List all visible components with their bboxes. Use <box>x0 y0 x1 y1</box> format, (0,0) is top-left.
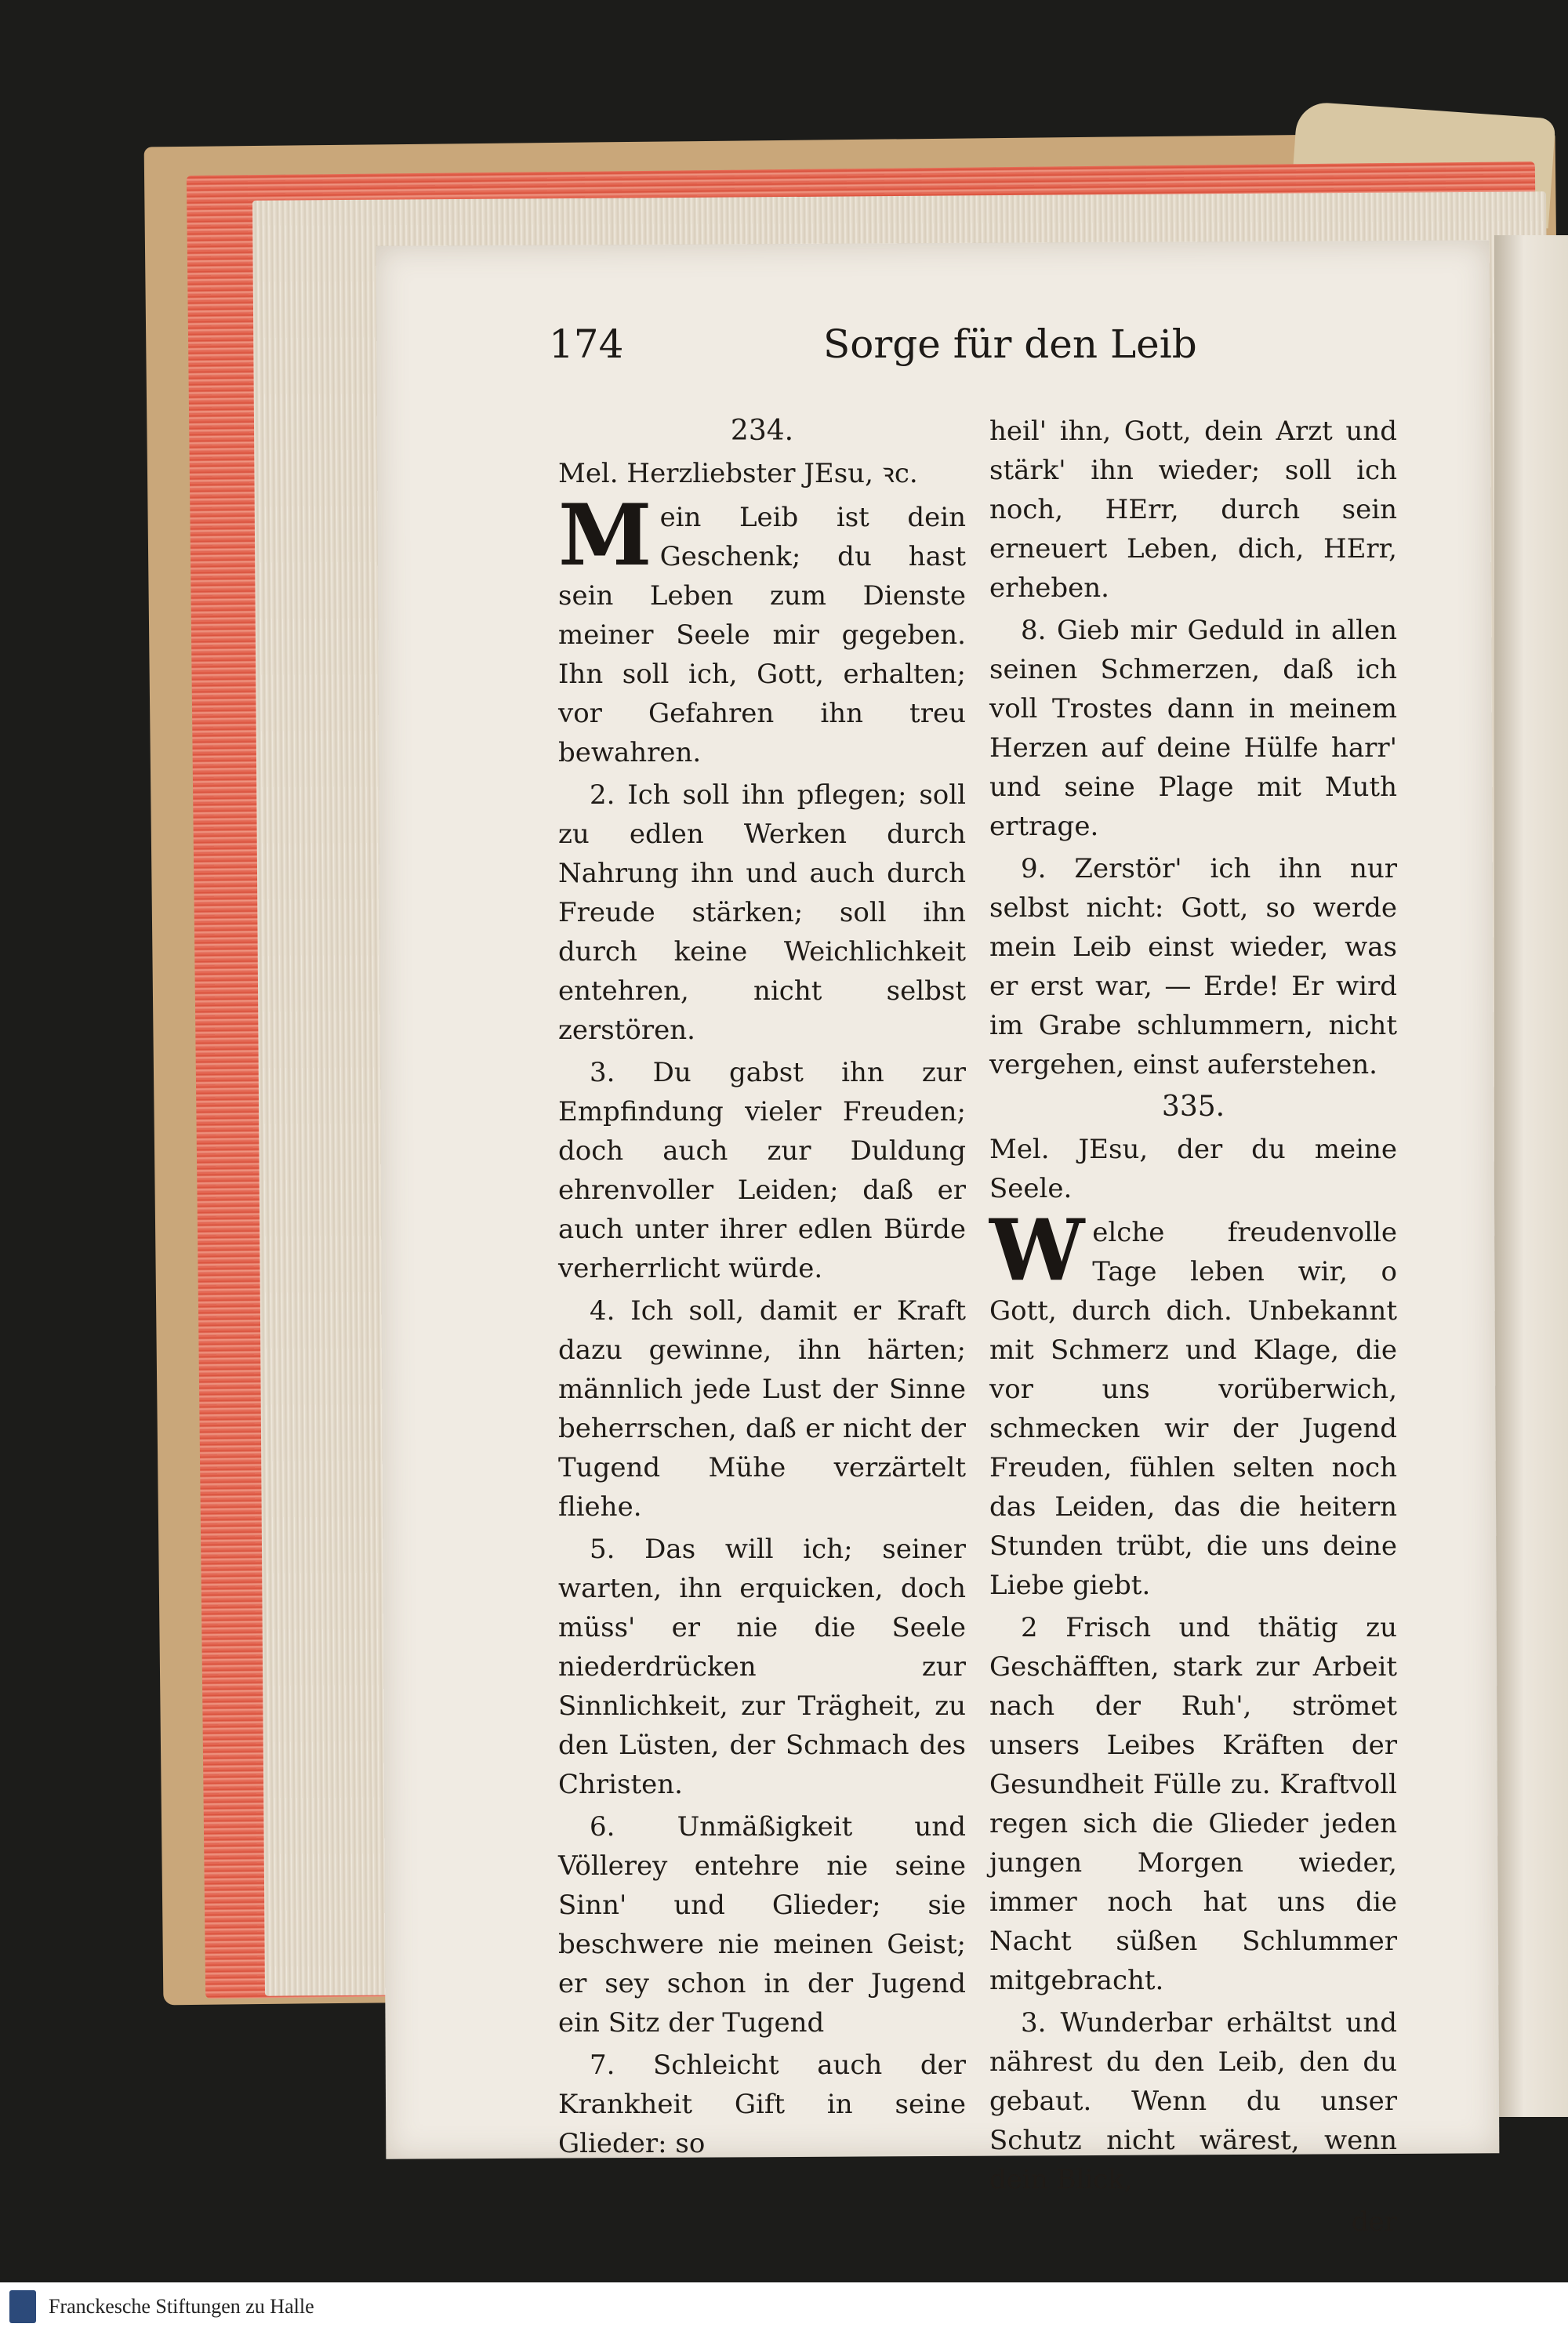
verse-9: 9. Zerstör' ich ihn nur selbst nicht: Gott, so werde mein Leib einst wieder, was er erst war, — Erde! Er wird im Grabe schlummern, nicht vergehen, einst auferstehen. <box>989 853 1397 1080</box>
verse-6: 6. Unmäßigkeit und Völlerey entehre nie seine Sinn' und Glieder; sie beschwere nie meinen Geist; er sey schon in der Jugend ein Sitz der Tugend <box>558 1811 966 2039</box>
verse-8: 8. Gieb mir Geduld in allen seinen Schmerzen, daß ich voll Trostes dann in meinem Herzen auf deine Hülfe harr' und seine Plage mit Muth ertrage. <box>989 615 1397 842</box>
running-title: Sorge für den Leib <box>823 321 1197 367</box>
verse-2: 2 Frisch und thätig zu Geschäfften, stark zur Arbeit nach der Ruh', strömet unsers Leibes Kräften der Gesundheit Fülle zu. Kraftvoll regen sich die Glieder jeden jungen Morgen wieder, immer noch hat uns die Nacht süßen Schlummer mitgebracht. <box>989 1612 1397 1996</box>
verse-7: 7. Schleicht auch der Krankheit Gift in seine Glieder: so <box>558 2050 966 2159</box>
verse-1 <box>558 486 966 772</box>
right-column <box>989 412 1397 2242</box>
page-header <box>549 321 1490 384</box>
verse-5: 5. Das will ich; seiner warten, ihn erquicken, doch müss' er nie die Seele niederdrücken zur Sinnlichkeit, zur Trägheit, zu den Lüsten, der Schmach des Christen. <box>558 1534 966 1800</box>
institution-logo-icon <box>9 2290 36 2323</box>
verse-text: ein Leib ist dein Geschenk; du hast sein Leben zum Dienste meiner Seele mir gegeben. Ihn soll ich, Gott, erhalten; vor Gefahren ihn treu bewahren. <box>558 502 966 768</box>
verse-3: 3. Du gabst ihn zur Empfindung vieler Freuden; doch auch zur Duldung ehrenvoller Leiden; daß er auch unter ihrer edlen Bürde verherrlicht würde. <box>558 1057 966 1284</box>
left-column <box>558 412 966 2166</box>
page-number: 174 <box>549 321 624 367</box>
facing-page-edge <box>1494 235 1568 2117</box>
drop-cap: W <box>989 1201 1085 1300</box>
verse-3: 3. Wunderbar erhältst und nährest du den Leib, den du gebaut. Wenn du unser Schutz nicht wärest, wenn dein Blick, <box>989 2007 1397 2195</box>
catchword: der <box>1351 2206 1397 2238</box>
footer-bar <box>0 2282 1568 2331</box>
hymn-number: 234. <box>730 415 794 447</box>
institution-name: Franckesche Stiftungen zu Halle <box>49 2295 314 2318</box>
verse-text: elche freudenvolle Tage leben wir, o Gott, durch dich. Unbekannt mit Schmerz und Klage, die vor uns vorüberwich, schmecken wir der Jugend Freuden, fühlen selten noch das Leiden, das die heitern Stunden trübt, die uns deine Liebe giebt. <box>989 1217 1397 1601</box>
melody-line: Mel. Herzliebster JEsu, ꝛc. <box>558 458 918 489</box>
hymn-number: 335. <box>1161 1091 1225 1123</box>
drop-cap: M <box>558 486 652 585</box>
verse-2: 2. Ich soll ihn pflegen; soll zu edlen Werken durch Nahrung ihn und auch durch Freude stärken; soll ihn durch keine Weichlichkeit entehren, nicht selbst zerstören. <box>558 779 966 1046</box>
melody-line: Mel. JEsu, der du meine Seele. <box>989 1134 1397 1204</box>
verse-7-continued: heil' ihn, Gott, dein Arzt und stärk' ihn wieder; soll ich noch, HErr, durch sein erneuert Leben, dich, HErr, erheben. <box>989 416 1397 604</box>
verse-4: 4. Ich soll, damit er Kraft dazu gewinne, ihn härten; männlich jede Lust der Sinne beherrschen, daß er nicht der Tugend Mühe verzärtelt fliehe. <box>558 1295 966 1523</box>
verse-1 <box>989 1201 1397 1605</box>
